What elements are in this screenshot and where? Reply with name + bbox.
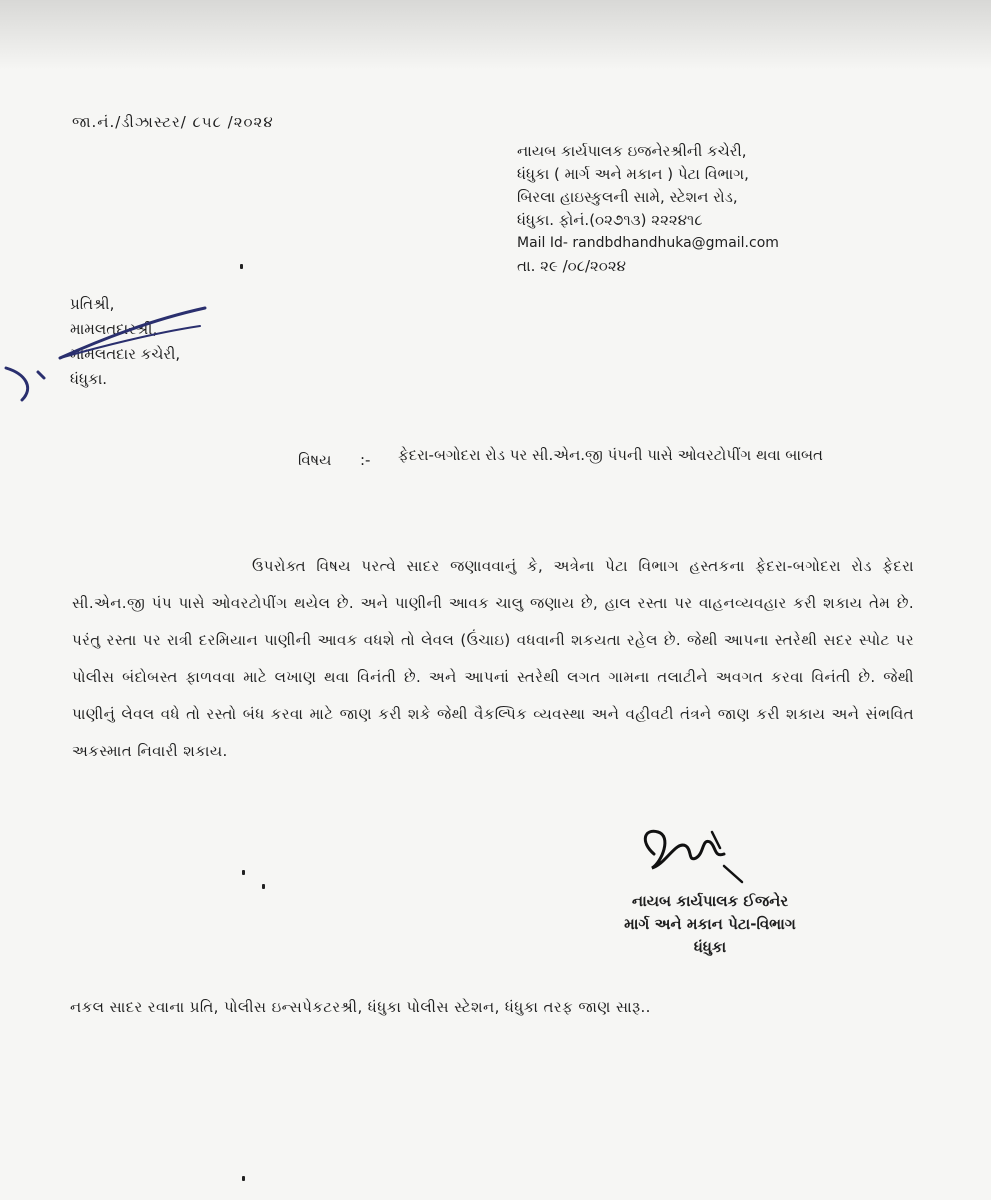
letter-date: તા. ૨૯ /૦૮/૨૦૨૪ — [517, 257, 626, 275]
office-line: ધંધુકા. ફોનં.(૦૨૭૧૩) ૨૨૨૪૧૮ — [517, 211, 703, 229]
reference-number: જા.નં./ડીઝાસ્ટર/ ૮૫૮ /૨૦૨૪ — [72, 113, 274, 131]
subject-separator: :- — [360, 451, 371, 469]
punch-mark — [262, 884, 265, 889]
office-line: બિરલા હાઇસ્કુલની સામે, સ્ટેશન રોડ, — [517, 188, 738, 206]
office-email: Mail Id- randbdhandhuka@gmail.com — [517, 235, 779, 251]
addressee-line: ધંધુકા. — [70, 370, 108, 388]
letter-body: ઉપરોક્ત વિષય પરત્વે સાદર જણાવવાનું કે, અત્રેના પેટા વિભાગ હસ્તકના ફેદરા-બગોદરા રોડ ફેદરા સી.એન.જી પંપ પાસે ઓવરટોપીંગ થયેલ છે. અને પાણીની આવક ચાલુ જણાય છે, હાલ રસ્તા પર વાહનવ્યવહાર કરી શકાય તેમ છે. પરંતુ રસ્તા પર રાત્રી દરમિયાન પાણીની આવક વધશે તો લેવલ (ઉંચાઇ) વધવાની શકયતા રહેલ છે. જેથી આપના સ્તરેથી સદર સ્પોટ પર પોલીસ બંદોબસ્ત ફાળવવા માટે લખાણ થવા વિનંતી છે. અને આપનાં સ્તરેથી લગત ગામના તલાટીને અવગત કરવા વિનંતી છે. જેથી પાણીનું લેવલ વધે તો રસ્તો બંધ કરવા માટે જાણ કરી શકે જેથી વૈકલ્પિક વ્યવસ્થા અને વહીવટી તંત્રને જાણ કરી શકાય અને સંભવિત અકસ્માત નિવારી શકાય. — [72, 557, 914, 760]
copy-to-line: નકલ સાદર રવાના પ્રતિ, પોલીસ ઇન્સપેકટરશ્રી, ધંધુકા પોલીસ સ્ટેશન, ધંધુકા તરફ જાણ સારૂ.. — [70, 998, 651, 1016]
subject-label: વિષય — [298, 451, 332, 469]
signatory-location: ધંધુકા — [693, 938, 727, 956]
signature-block — [560, 890, 860, 959]
signatory-title: નાયબ કાર્યપાલક ઈજનેર — [631, 892, 789, 910]
addressee-line: મામલતદાર કચેરી, — [70, 345, 181, 363]
addressee-line: પ્રતિશ્રી, — [70, 295, 115, 313]
signatory-department: માર્ગ અને મકાન પેટા-વિભાગ — [624, 915, 796, 933]
punch-mark — [240, 264, 243, 269]
punch-mark — [242, 1176, 245, 1181]
office-line: ધંધુકા ( માર્ગ અને મકાન ) પેટા વિભાગ, — [517, 165, 749, 183]
pen-stroke-mark — [0, 300, 215, 410]
office-line: નાયબ કાર્યપાલક ઇજનેરશ્રીની કચેરી, — [517, 142, 747, 160]
office-address-block — [517, 140, 779, 278]
handwritten-signature — [632, 818, 752, 888]
addressee-line: મામલતદારશ્રી, — [70, 320, 158, 338]
subject-text: ફેદરા-બગોદરા રોડ પર સી.એન.જી પંપની પાસે ઓવરટોપીંગ થવા બાબત — [398, 446, 824, 464]
punch-mark — [242, 870, 245, 875]
scan-shadow — [0, 0, 991, 70]
